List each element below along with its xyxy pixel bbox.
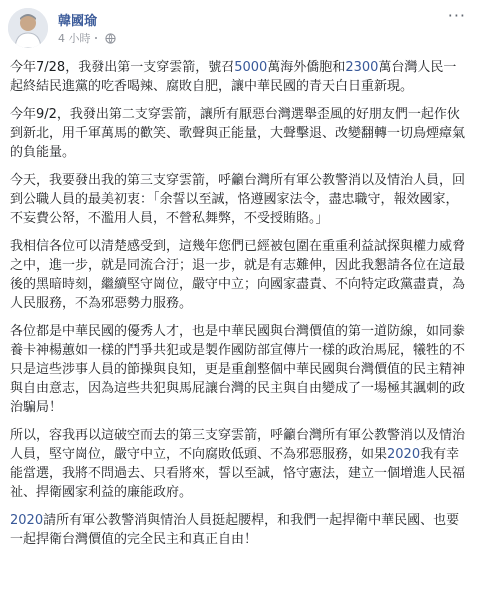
post-timestamp[interactable]: 4 小時 [58, 32, 91, 45]
post-body [10, 58, 468, 549]
post-header [8, 6, 468, 50]
avatar[interactable] [8, 8, 48, 48]
post-meta [58, 30, 116, 47]
profile-photo-icon [8, 8, 48, 48]
paragraph-6: 所以，容我再以這破空而去的第三支穿雲箭，呼籲台灣所有軍公教警消以及情治人員，堅守崗位，嚴守中立，不向腐敗低頭、不為邪惡服務，如果2020我有幸能當選，我將不問過去、只看將來，誓以至誠，恪守憲法，建立一個增進人民福祉、捍衛國家利益的廉能政府。 [10, 428, 466, 500]
paragraph-4: 我相信各位可以清楚感受到，這幾年您們已經被包圍在重重利益試探與權力威脅之中，進一步，就是同流合汙；退一步，就是有志難伸，因此我懇請各位在這最後的黑暗時刻，繼續堅守崗位，嚴守中立；向國家盡責、不向特定政黨盡責，為人民服務，不為邪惡勢力服務。 [10, 239, 466, 311]
paragraph-5: 各位都是中華民國的優秀人才，也是中華民國與台灣價值的第一道防線，如同豢養卡神楊蕙如一樣的鬥爭共犯或是製作國防部宣傳片一樣的政治馬屁，犧牲的不只是這些涉事人員的節操與良知，更是重創整個中華民國與台灣價值的民主精神與自由意志，因為這些共犯與馬屁讓台灣的民主與自由變成了一場極其諷刺的政治騙局！ [10, 324, 466, 415]
paragraph-2: 今年9/2，我發出第二支穿雲箭，讓所有厭惡台灣選舉歪風的好朋友們一起作伙到新北，用千軍萬馬的歡笑、歌聲與正能量，大聲擊退、改變翻轉一切鳥煙瘴氣的負能量。 [10, 107, 466, 160]
paragraph-3: 今天，我要發出我的第三支穿雲箭，呼籲台灣所有軍公教警消以及情治人員，回到公職人員的最美初衷：「余誓以至誠，恪遵國家法令，盡忠職守，報效國家，不妄費公帑，不濫用人員，不營私舞弊，不受授賄賂。」 [10, 173, 466, 226]
globe-icon [105, 33, 116, 47]
hashtag-number[interactable]: 2020 [387, 447, 421, 462]
paragraph-7: 2020請所有軍公教警消與情治人員挺起腰桿，和我們一起捍衛中華民國、也要一起捍衛台灣價值的完全民主和真正自由！ [10, 513, 460, 547]
hashtag-number[interactable]: 5000 [234, 60, 268, 75]
hashtag-number[interactable]: 2020 [10, 513, 44, 528]
author-name[interactable]: 韓國瑜 [58, 14, 98, 29]
hashtag-number[interactable]: 2300 [345, 60, 379, 75]
more-options-button[interactable]: ··· [447, 6, 466, 25]
meta-separator: ・ [90, 32, 102, 45]
paragraph-1: 今年7/28，我發出第一支穿雲箭，號召5000萬海外僑胞和2300萬台灣人民一起終結民進黨的吃香喝辣、腐敗自肥，讓中華民國的青天白日重新現。 [10, 60, 457, 94]
